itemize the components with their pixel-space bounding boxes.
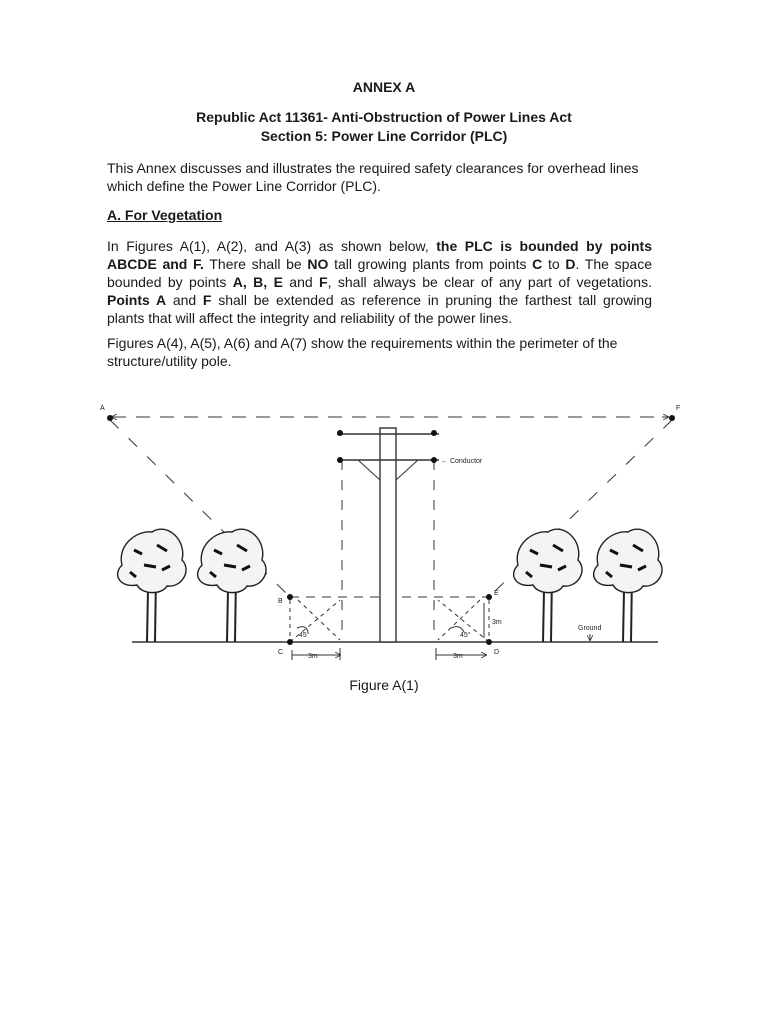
label-ground: Ground bbox=[578, 625, 602, 632]
section-heading: A. For Vegetation bbox=[107, 207, 223, 223]
tree-icon bbox=[118, 529, 186, 642]
intro-paragraph: This Annex discusses and illustrates the required safety clearances for overhead lines which define the Power Line Corridor (PLC). bbox=[107, 160, 639, 194]
text-run: In Figures A(1), A(2), and A(3) as shown below, bbox=[107, 238, 437, 254]
bold-run: Points A bbox=[107, 292, 167, 308]
brace-right bbox=[396, 460, 418, 480]
text-run: tall growing plants from points bbox=[328, 256, 533, 272]
tree-icon bbox=[594, 529, 662, 642]
label-dist-left: 3m bbox=[308, 653, 318, 660]
label-b: B bbox=[278, 598, 283, 605]
text-run: to bbox=[542, 256, 566, 272]
label-c: C bbox=[278, 649, 284, 656]
point-a bbox=[107, 415, 113, 421]
text-run: shall be extended as reference in pruning the farthest tall growing plants that will affect the integrity and reliability of the power lines. bbox=[107, 292, 652, 326]
bold-run: F bbox=[202, 292, 212, 308]
label-angle-right: 45° bbox=[460, 632, 471, 639]
text-run: There shall be bbox=[203, 256, 308, 272]
point-f bbox=[669, 415, 675, 421]
bold-run: the PLC is bounded by points ABCDE and F. bbox=[107, 238, 652, 272]
conductor-point bbox=[337, 457, 343, 463]
act-line-2: Section 5: Power Line Corridor (PLC) bbox=[260, 128, 508, 144]
label-conductor: ← Conductor bbox=[441, 458, 483, 465]
point-e bbox=[486, 594, 492, 600]
label-a: A bbox=[100, 405, 105, 412]
label-e: E bbox=[494, 590, 499, 597]
act-line-1: Republic Act 11361- Anti-Obstruction of Power Lines Act bbox=[196, 109, 572, 125]
label-dist-right: 3m bbox=[453, 653, 463, 660]
angle-line-left bbox=[290, 600, 340, 642]
conductor-point bbox=[337, 430, 343, 436]
label-height: 3m bbox=[492, 619, 502, 626]
bold-run: C bbox=[532, 256, 543, 272]
tree-icon bbox=[514, 529, 582, 642]
label-d: D bbox=[494, 649, 500, 656]
bold-run: NO bbox=[307, 256, 329, 272]
tree-icon bbox=[198, 529, 266, 642]
label-angle-left: 45° bbox=[299, 632, 310, 639]
text-run: , shall always be clear of any part of vegetations. bbox=[327, 274, 652, 290]
bold-run: A, B, E bbox=[232, 274, 283, 290]
brace-left bbox=[358, 460, 380, 480]
point-c bbox=[287, 639, 293, 645]
point-d bbox=[486, 639, 492, 645]
point-b bbox=[287, 594, 293, 600]
annex-title: ANNEX A bbox=[352, 79, 416, 95]
bold-run: F bbox=[319, 274, 328, 290]
text-run: . The space bounded by points bbox=[107, 256, 652, 290]
text-run: and bbox=[282, 274, 320, 290]
conductor-point bbox=[431, 457, 437, 463]
bold-run: D bbox=[565, 256, 576, 272]
perimeter-paragraph: Figures A(4), A(5), A(6) and A(7) show the requirements within the perimeter of the structure/utility pole. bbox=[107, 335, 618, 369]
conductor-point bbox=[431, 430, 437, 436]
text-run: and bbox=[166, 292, 203, 308]
angle-line-right-2 bbox=[438, 600, 480, 640]
figure-caption: Figure A(1) bbox=[349, 677, 419, 693]
label-f: F bbox=[676, 405, 681, 412]
